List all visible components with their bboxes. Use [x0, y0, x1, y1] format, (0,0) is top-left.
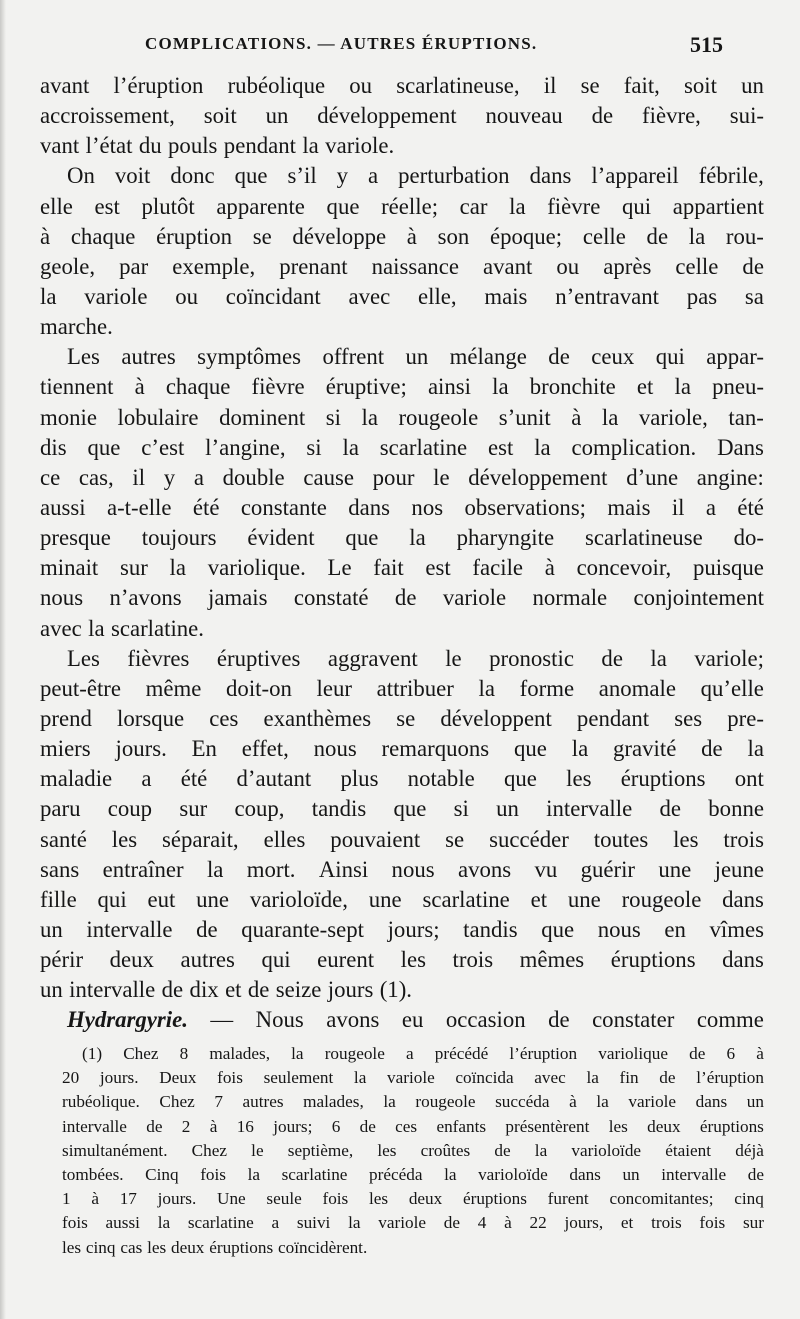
footnote-line: tombées. Cinq fois la scarlatine précéda la varioloïde dans un intervalle de: [62, 1164, 764, 1184]
text-line: dis que c’est l’angine, si la scarlatine est la complication. Dans: [40, 434, 764, 460]
text-line: la variole ou coïncidant avec elle, mais n’entravant pas sa: [40, 283, 764, 309]
footnote-line: les cinq cas les deux éruptions coïncidèrent.: [62, 1237, 368, 1257]
text-line: presque toujours évident que la pharyngite scarlatineuse do-: [40, 525, 764, 551]
text-line: peut-être même doit-on leur attribuer la forme anomale qu’elle: [40, 675, 764, 701]
footnote-line: (1) Chez 8 malades, la rougeole a précédé l’éruption variolique de 6 à: [82, 1044, 764, 1063]
text-line: fille qui eut une varioloïde, une scarlatine et une rougeole dans: [40, 886, 764, 912]
text-line: tiennent à chaque fièvre éruptive; ainsi la bronchite et la pneu-: [40, 374, 764, 400]
page-number: 515: [690, 32, 723, 57]
text-line: maladie a été d’autant plus notable que les éruptions ont: [40, 766, 764, 792]
footnote-line: simultanément. Chez le septième, les croûtes de la varioloïde étaient déjà: [62, 1140, 764, 1160]
text-line: périr deux autres qui eurent les trois mêmes éruptions dans: [40, 947, 764, 973]
body-text: [40, 71, 764, 1036]
footnote-line: intervalle de 2 à 16 jours; 6 de ces enfants présentèrent les deux éruptions: [62, 1116, 764, 1136]
text-line: un intervalle de quarante-sept jours; tandis que nous en vîmes: [40, 916, 764, 942]
footnote-line: rubéolique. Chez 7 autres malades, la rougeole succéda à la variole dans un: [62, 1092, 764, 1112]
text-line: geole, par exemple, prenant naissance avant ou après celle de: [40, 253, 764, 279]
text-line: avec la scarlatine.: [40, 615, 205, 641]
text-line: ce cas, il y a double cause pour le développement d’une angine:: [40, 464, 764, 490]
text-line: Les fièvres éruptives aggravent le pronostic de la variole;: [67, 645, 764, 671]
text-line: à chaque éruption se développe à son époque; celle de la rou-: [40, 223, 764, 249]
text-line: vant l’état du pouls pendant la variole.: [40, 133, 395, 159]
text-line: nous n’avons jamais constaté de variole normale conjointement: [40, 585, 764, 611]
footnote-line: 20 jours. Deux fois seulement la variole coïncida avec la fin de l’éruption: [62, 1068, 764, 1088]
text-line: On voit donc que s’il y a perturbation dans l’appareil fébrile,: [67, 163, 764, 189]
text-line: Les autres symptômes offrent un mélange de ceux qui appar-: [67, 344, 764, 370]
text-line: un intervalle de dix et de seize jours (1).: [40, 977, 412, 1003]
page-header: [0, 34, 800, 64]
text-line: avant l’éruption rubéolique ou scarlatineuse, il se fait, soit un: [40, 73, 764, 98]
running-head: COMPLICATIONS. — AUTRES ÉRUPTIONS.: [145, 34, 538, 53]
footnote-line: 1 à 17 jours. Une seule fois les deux éruptions furent concomitantes; cinq: [62, 1189, 764, 1209]
text-line: prend lorsque ces exanthèmes se développent pendant ses pre-: [40, 705, 764, 731]
text-line: elle est plutôt apparente que réelle; car la fièvre qui appartient: [40, 193, 764, 219]
text-line: aussi a-t-elle été constante dans nos observations; mais il a été: [40, 494, 764, 520]
text-line: monie lobulaire dominent si la rougeole s’unit à la variole, tan-: [40, 404, 764, 430]
text-line: santé les séparait, elles pouvaient se succéder toutes les trois: [40, 826, 764, 852]
footnote-line: fois aussi la scarlatine a suivi la variole de 4 à 22 jours, et trois fois sur: [62, 1213, 764, 1233]
text-line: accroissement, soit un développement nouveau de fièvre, sui-: [40, 103, 764, 129]
text-line: Hydrargyrie. — Nous avons eu occasion de constater comme: [67, 1007, 764, 1033]
text-line: marche.: [40, 314, 113, 340]
text-line: miers jours. En effet, nous remarquons que la gravité de la: [40, 736, 764, 762]
text-line: paru coup sur coup, tandis que si un intervalle de bonne: [40, 796, 764, 822]
text-line: sans entraîner la mort. Ainsi nous avons vu guérir une jeune: [40, 856, 764, 882]
page-edge-shadow: [0, 0, 6, 1319]
footnotes: [62, 1042, 764, 1260]
text-line: minait sur la variolique. Le fait est facile à concevoir, puisque: [40, 555, 764, 581]
